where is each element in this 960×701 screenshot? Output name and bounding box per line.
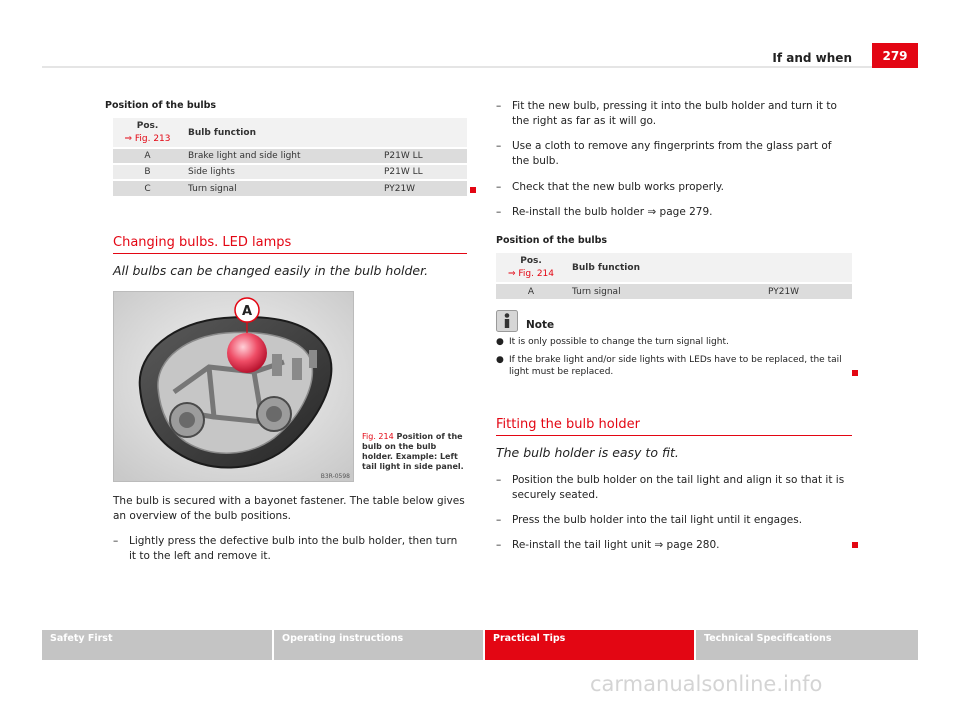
note-item-text: If the brake light and/or side lights with LEDs have to be replaced, the tail light must be replaced. xyxy=(509,355,842,377)
table-row xyxy=(113,148,467,164)
step-item xyxy=(496,205,852,220)
figure-caption-text: Position of the bulb on the bulb holder. Example: Left tail light in side panel. xyxy=(362,432,464,471)
table-header-pos-label: Pos. xyxy=(136,120,159,131)
bulb-holder-illustration xyxy=(114,292,354,482)
step-text: Re-install the bulb holder ⇒ page 279. xyxy=(512,206,713,218)
table-cell-bulb: PY21W xyxy=(762,283,852,299)
figure-caption xyxy=(362,432,466,472)
table-cell-pos: A xyxy=(496,283,566,299)
step-dash: – xyxy=(496,514,502,526)
step-text: Fit the new bulb, pressing it into the bulb holder and turn it to the right as far as it will go. xyxy=(512,100,837,127)
step-dash: – xyxy=(496,181,502,193)
footer-tab-operating-instructions[interactable]: Operating instructions xyxy=(274,630,483,660)
table-header-pos xyxy=(496,253,566,283)
table-cell-function: Turn signal xyxy=(182,180,378,196)
bayonet-paragraph: The bulb is secured with a bayonet fastener. The table below gives an overview of the bulb positions. xyxy=(113,495,465,522)
figure-callout-a: A xyxy=(241,304,253,319)
table-cell-function: Brake light and side light xyxy=(182,148,378,164)
step-dash: – xyxy=(113,535,119,547)
section-heading-fitting: Fitting the bulb holder xyxy=(496,417,852,436)
footer-tab-technical-specifications[interactable]: Technical Specifications xyxy=(696,630,918,660)
step-dash: – xyxy=(496,539,502,551)
table-cell-bulb: P21W LL xyxy=(378,164,467,180)
step-dash: – xyxy=(496,140,502,152)
step-text: Use a cloth to remove any fingerprints from the glass part of the bulb. xyxy=(512,140,832,167)
table-cell-bulb: P21W LL xyxy=(378,148,467,164)
step-dash: – xyxy=(496,474,502,486)
note-bullet: ● xyxy=(496,355,504,365)
table-header-function: Bulb function xyxy=(182,118,467,148)
footer-tab-practical-tips[interactable]: Practical Tips xyxy=(485,630,694,660)
table-cell-bulb: PY21W xyxy=(378,180,467,196)
step-text: Lightly press the defective bulb into the bulb holder, then turn it to the left and remove it. xyxy=(129,535,458,562)
footer-tab-safety-first[interactable]: Safety First xyxy=(42,630,272,660)
table-cell-pos: C xyxy=(113,180,182,196)
page-number: 279 xyxy=(872,43,918,68)
step-text: Re-install the tail light unit ⇒ page 280. xyxy=(512,539,720,551)
table-cell-pos: B xyxy=(113,164,182,180)
step-item xyxy=(496,180,852,195)
note-bullet: ● xyxy=(496,337,504,347)
bulb-table-label: Position of the bulbs xyxy=(105,100,217,111)
note-icon xyxy=(496,310,518,332)
step-text: Position the bulb holder on the tail light and align it so that it is securely seated. xyxy=(512,474,845,501)
step-item xyxy=(496,139,852,169)
step-item xyxy=(496,99,852,129)
table-cell-pos: A xyxy=(113,148,182,164)
watermark: carmanualsonline.info xyxy=(590,672,823,696)
bulb-table-label-2: Position of the bulbs xyxy=(496,235,608,246)
section-intro-led-lamps: All bulbs can be changed easily in the bulb holder. xyxy=(113,263,429,278)
figure-caption-number: Fig. 214 xyxy=(362,432,394,441)
table-row xyxy=(113,180,467,196)
section-heading-led-lamps: Changing bulbs. LED lamps xyxy=(113,235,467,254)
step-dash: – xyxy=(496,100,502,112)
table-header-function: Bulb function xyxy=(566,253,852,283)
table-header-pos-label: Pos. xyxy=(520,255,542,266)
table-cell-function: Turn signal xyxy=(566,283,762,299)
table-row xyxy=(496,283,852,299)
note-item xyxy=(496,354,852,378)
step-text: Check that the new bulb works properly. xyxy=(512,181,724,193)
step-dash: – xyxy=(496,206,502,218)
section-intro-fitting: The bulb holder is easy to fit. xyxy=(496,445,679,460)
page-header-title: If and when xyxy=(772,51,852,65)
header-rule xyxy=(42,66,918,68)
table-row xyxy=(113,164,467,180)
step-text: Press the bulb holder into the tail light until it engages. xyxy=(512,514,803,526)
section-end-marker xyxy=(852,370,858,376)
figure-bulb-holder xyxy=(113,291,354,482)
table-header-pos xyxy=(113,118,182,148)
table-cell-function: Side lights xyxy=(182,164,378,180)
section-end-marker xyxy=(470,187,476,193)
note-title: Note xyxy=(526,319,555,331)
fig-214-link[interactable]: ⇒ Fig. 214 xyxy=(507,268,555,279)
step-item xyxy=(496,513,852,528)
section-end-marker xyxy=(852,542,858,548)
note-item-text: It is only possible to change the turn signal light. xyxy=(509,337,729,347)
step-item xyxy=(113,534,467,564)
step-item xyxy=(496,538,852,553)
footer-nav xyxy=(42,630,918,660)
figure-image-code: B3R-0598 xyxy=(320,473,350,480)
note-item xyxy=(496,336,852,348)
fig-213-link[interactable]: ⇒ Fig. 213 xyxy=(124,133,171,144)
bulb-position-table xyxy=(113,118,467,196)
bulb-position-table-2 xyxy=(496,253,852,299)
step-item xyxy=(496,473,852,503)
